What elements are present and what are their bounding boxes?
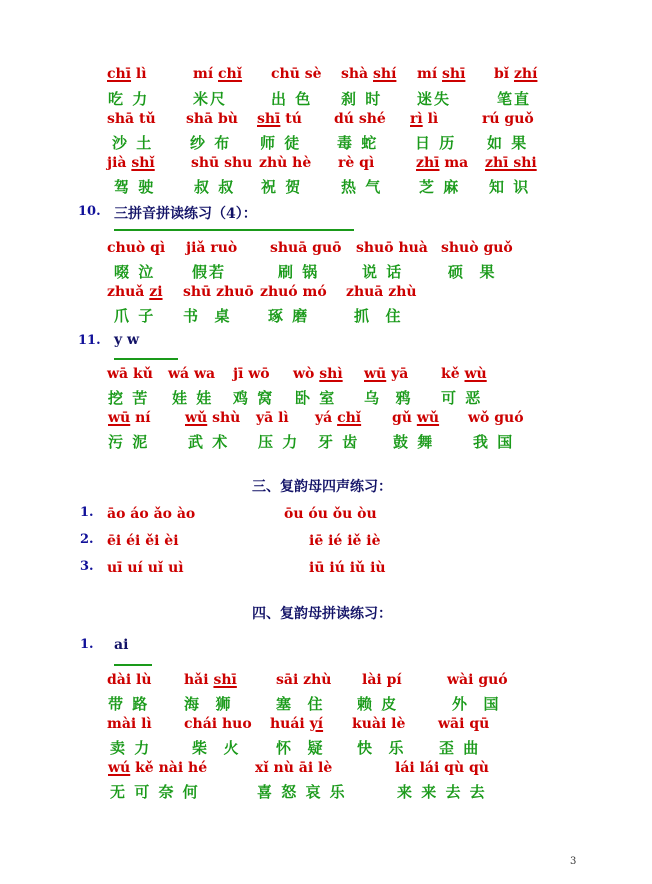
hanzi-word: 祝 贺 <box>261 178 303 196</box>
pinyin-word <box>441 240 513 256</box>
pinyin-syllable: shā bù <box>186 111 238 127</box>
hanzi-word: 芝 麻 <box>419 178 461 196</box>
pinyin-syllable: wài guó <box>447 672 508 688</box>
pinyin-underlined-syllable: wù <box>464 366 487 382</box>
hanzi-word: 我 国 <box>473 433 515 451</box>
hanzi-word: 琢 磨 <box>268 307 310 325</box>
hanzi-word: 驾 驶 <box>114 178 156 196</box>
pinyin-word <box>168 366 215 382</box>
pinyin-underlined-syllable: chǐ <box>218 66 243 82</box>
pinyin-word <box>107 240 165 256</box>
pinyin-syllable: chuò qì <box>107 240 166 256</box>
pinyin-syllable: shū zhuō <box>183 284 254 300</box>
pinyin-syllable: shuò guǒ <box>441 240 513 256</box>
hanzi-word: 知 识 <box>489 178 531 196</box>
pinyin-syllable: kuài lè <box>352 716 406 732</box>
title-underline <box>114 229 354 231</box>
hanzi-word: 热 气 <box>341 178 383 196</box>
pinyin-word <box>193 66 242 82</box>
hanzi-word: 沙 土 <box>112 134 154 152</box>
pinyin-word <box>257 111 302 127</box>
pinyin-syllable: shù <box>207 410 241 426</box>
hanzi-word: 无 可 奈 何 <box>110 783 200 801</box>
pinyin-word <box>352 716 405 732</box>
title-underline <box>114 358 178 360</box>
pinyin-syllable: kě <box>441 366 465 382</box>
pinyin-syllable: hǎi <box>184 672 214 688</box>
pinyin-word <box>107 111 156 127</box>
tone-group: ōu óu ǒu òu <box>284 506 377 522</box>
pinyin-syllable: wāi qū <box>438 716 490 732</box>
pinyin-word <box>255 760 332 776</box>
hanzi-word: 笔直 <box>497 90 532 108</box>
pinyin-syllable: rè qì <box>338 155 375 171</box>
pinyin-syllable: zhuó mó <box>260 284 327 300</box>
pinyin-word <box>395 760 489 776</box>
pinyin-word <box>338 155 374 171</box>
pinyin-underlined-syllable: chǐ <box>337 410 362 426</box>
pinyin-word <box>256 410 289 426</box>
pinyin-syllable: rú guǒ <box>482 111 534 127</box>
hanzi-word: 书 桌 <box>183 307 232 325</box>
pinyin-syllable: gǔ <box>392 410 417 426</box>
pinyin-syllable: shā tǔ <box>107 111 156 127</box>
pinyin-word <box>441 366 487 382</box>
item-number: 2. <box>80 532 94 547</box>
pinyin-syllable: wā kǔ <box>107 366 153 382</box>
pinyin-syllable: shuā guō <box>270 240 342 256</box>
pinyin-underlined-syllable: shī <box>257 111 281 127</box>
pinyin-word <box>233 366 270 382</box>
hanzi-word: 啜 泣 <box>114 263 156 281</box>
pinyin-syllable: zhuǎ <box>107 284 150 300</box>
pinyin-word <box>108 760 207 776</box>
hanzi-word: 吃 力 <box>108 90 150 108</box>
pinyin-syllable: shà <box>341 66 374 82</box>
pinyin-word <box>334 111 386 127</box>
hanzi-word: 卧 室 <box>295 389 337 407</box>
pinyin-underlined-syllable: zhī shi <box>485 155 537 171</box>
pinyin-word <box>362 672 402 688</box>
hanzi-word: 海 狮 <box>184 695 233 713</box>
pinyin-word <box>107 672 152 688</box>
pinyin-word <box>186 240 237 256</box>
hanzi-word: 柴 火 <box>192 739 241 757</box>
hanzi-word: 卖 力 <box>110 739 152 757</box>
hanzi-word: 刹 时 <box>341 90 383 108</box>
pinyin-word <box>184 716 252 732</box>
pinyin-word <box>260 284 327 300</box>
pinyin-syllable: chū sè <box>271 66 322 82</box>
item-number: 1. <box>80 637 94 652</box>
pinyin-word <box>276 672 331 688</box>
hanzi-word: 歪 曲 <box>439 739 481 757</box>
pinyin-word <box>447 672 508 688</box>
pinyin-underlined-syllable: wǔ <box>416 410 440 426</box>
item-number: 3. <box>80 559 94 574</box>
pinyin-word <box>346 284 417 300</box>
tone-group: iē ié iě iè <box>309 533 381 549</box>
label-underline <box>114 664 152 666</box>
pinyin-syllable: shuō huà <box>356 240 428 256</box>
pinyin-word <box>392 410 439 426</box>
hanzi-word: 说 话 <box>362 263 404 281</box>
hanzi-word: 乌 鸦 <box>364 389 413 407</box>
pinyin-syllable: yá <box>315 410 338 426</box>
pinyin-syllable: shū shu <box>191 155 253 171</box>
hanzi-word: 爪 子 <box>114 307 156 325</box>
hanzi-word: 带 路 <box>108 695 150 713</box>
hanzi-word: 米尺 <box>193 90 228 108</box>
hanzi-word: 快 乐 <box>357 739 406 757</box>
pinyin-syllable: mí <box>417 66 443 82</box>
pinyin-word <box>271 66 322 82</box>
pinyin-word <box>356 240 428 256</box>
pinyin-syllable: huái <box>270 716 310 732</box>
pinyin-syllable: ní <box>130 410 151 426</box>
pinyin-syllable: lì <box>131 66 147 82</box>
pinyin-underlined-syllable: rì <box>410 111 423 127</box>
pinyin-underlined-syllable: zi <box>149 284 163 300</box>
hanzi-word: 迷失 <box>417 90 452 108</box>
section-title: 三拼音拼读练习（4）： <box>114 206 257 222</box>
hanzi-word: 武 术 <box>188 433 230 451</box>
hanzi-word: 牙 齿 <box>318 433 360 451</box>
hanzi-word: 娃 娃 <box>172 389 214 407</box>
section-heading-4: 四、复韵母拼读练习： <box>252 606 392 622</box>
pinyin-underlined-syllable: zhí <box>513 66 538 82</box>
pinyin-word <box>107 284 163 300</box>
hanzi-word: 怀 疑 <box>276 739 325 757</box>
pinyin-word <box>485 155 537 171</box>
hanzi-word: 挖 苦 <box>108 389 150 407</box>
pinyin-syllable: bǐ <box>494 66 514 82</box>
pinyin-word <box>293 366 343 382</box>
page-number: 3 <box>570 856 577 867</box>
pinyin-underlined-syllable: shí <box>373 66 397 82</box>
tone-group: iū iú iǔ iù <box>309 560 386 576</box>
pinyin-word <box>191 155 252 171</box>
pinyin-syllable: dài lù <box>107 672 152 688</box>
pinyin-underlined-syllable: shì <box>319 366 343 382</box>
pinyin-syllable: zhù hè <box>259 155 312 171</box>
pinyin-syllable: jiǎ ruò <box>186 240 238 256</box>
hanzi-word: 污 泥 <box>108 433 150 451</box>
hanzi-word: 抓 住 <box>354 307 403 325</box>
pinyin-word <box>438 716 489 732</box>
pinyin-syllable: yā <box>386 366 409 382</box>
pinyin-syllable: tú <box>280 111 302 127</box>
pinyin-underlined-syllable: chī <box>107 66 132 82</box>
hanzi-word: 硕 果 <box>448 263 497 281</box>
hanzi-word: 鼓 舞 <box>393 433 435 451</box>
pinyin-word <box>108 410 151 426</box>
pinyin-underlined-syllable: wū <box>108 410 131 426</box>
pinyin-word <box>183 284 254 300</box>
section-number: 11. <box>78 333 101 348</box>
hanzi-word: 刷 锅 <box>278 263 320 281</box>
pinyin-syllable: dú shé <box>334 111 386 127</box>
pinyin-word <box>107 716 152 732</box>
hanzi-word: 赖 皮 <box>357 695 399 713</box>
hanzi-word: 师 徒 <box>260 134 302 152</box>
pinyin-word <box>259 155 311 171</box>
pinyin-syllable: kě nài hé <box>130 760 208 776</box>
item-number: 1. <box>80 505 94 520</box>
section-title: y w <box>114 332 140 348</box>
pinyin-underlined-syllable: shǐ <box>131 155 155 171</box>
pinyin-word <box>107 366 153 382</box>
pinyin-syllable: xǐ nù āi lè <box>255 760 333 776</box>
tone-group: ēi éi ěi èi <box>107 533 179 549</box>
section-heading-3: 三、复韵母四声练习： <box>252 479 392 495</box>
hanzi-word: 外 国 <box>452 695 501 713</box>
item-label: ai <box>114 637 129 653</box>
tone-group: uī uí uǐ uì <box>107 560 184 576</box>
pinyin-word <box>107 66 147 82</box>
pinyin-syllable: zhuā zhù <box>346 284 417 300</box>
pinyin-syllable: sāi zhù <box>276 672 332 688</box>
hanzi-word: 压 力 <box>258 433 300 451</box>
pinyin-underlined-syllable: wú <box>108 760 131 776</box>
pinyin-syllable: wò <box>293 366 320 382</box>
pinyin-underlined-syllable: shī <box>442 66 466 82</box>
pinyin-syllable: ma <box>439 155 469 171</box>
pinyin-word <box>410 111 438 127</box>
hanzi-word: 纱 布 <box>190 134 232 152</box>
pinyin-word <box>417 66 465 82</box>
pinyin-word <box>364 366 408 382</box>
pinyin-syllable: yā lì <box>256 410 289 426</box>
pinyin-syllable: lài pí <box>362 672 402 688</box>
pinyin-word <box>186 111 238 127</box>
hanzi-word: 出 色 <box>271 90 313 108</box>
pinyin-word <box>341 66 396 82</box>
pinyin-underlined-syllable: wū <box>364 366 387 382</box>
pinyin-word <box>482 111 534 127</box>
hanzi-word: 来 来 去 去 <box>397 783 487 801</box>
hanzi-word: 假若 <box>192 263 227 281</box>
hanzi-word: 塞 住 <box>276 695 325 713</box>
pinyin-syllable: mài lì <box>107 716 152 732</box>
pinyin-underlined-syllable: wǔ <box>185 410 208 426</box>
section-number: 10. <box>78 204 101 219</box>
hanzi-word: 叔 叔 <box>194 178 236 196</box>
hanzi-word: 如 果 <box>487 134 529 152</box>
pinyin-syllable: mí <box>193 66 219 82</box>
hanzi-word: 毒 蛇 <box>337 134 379 152</box>
hanzi-word: 喜 怒 哀 乐 <box>257 783 347 801</box>
tone-group: āo áo ǎo ào <box>107 506 196 522</box>
hanzi-word: 日 历 <box>415 134 457 152</box>
hanzi-word: 可 恶 <box>441 389 483 407</box>
pinyin-syllable: chái huo <box>184 716 252 732</box>
pinyin-syllable: wǒ guó <box>468 410 524 426</box>
pinyin-syllable: wá wa <box>168 366 216 382</box>
pinyin-syllable: jī wō <box>233 366 270 382</box>
pinyin-word <box>185 410 240 426</box>
pinyin-word <box>494 66 537 82</box>
pinyin-syllable: lái lái qù qù <box>395 760 489 776</box>
pinyin-underlined-syllable: shī <box>213 672 237 688</box>
pinyin-syllable: jià <box>107 155 132 171</box>
pinyin-syllable: lì <box>422 111 439 127</box>
hanzi-word: 鸡 窝 <box>233 389 275 407</box>
pinyin-word <box>315 410 361 426</box>
pinyin-underlined-syllable: yí <box>309 716 324 732</box>
pinyin-word <box>270 716 323 732</box>
pinyin-word <box>184 672 237 688</box>
pinyin-word <box>107 155 155 171</box>
pinyin-underlined-syllable: zhī <box>416 155 440 171</box>
pinyin-word <box>416 155 468 171</box>
pinyin-word <box>468 410 524 426</box>
pinyin-word <box>270 240 342 256</box>
